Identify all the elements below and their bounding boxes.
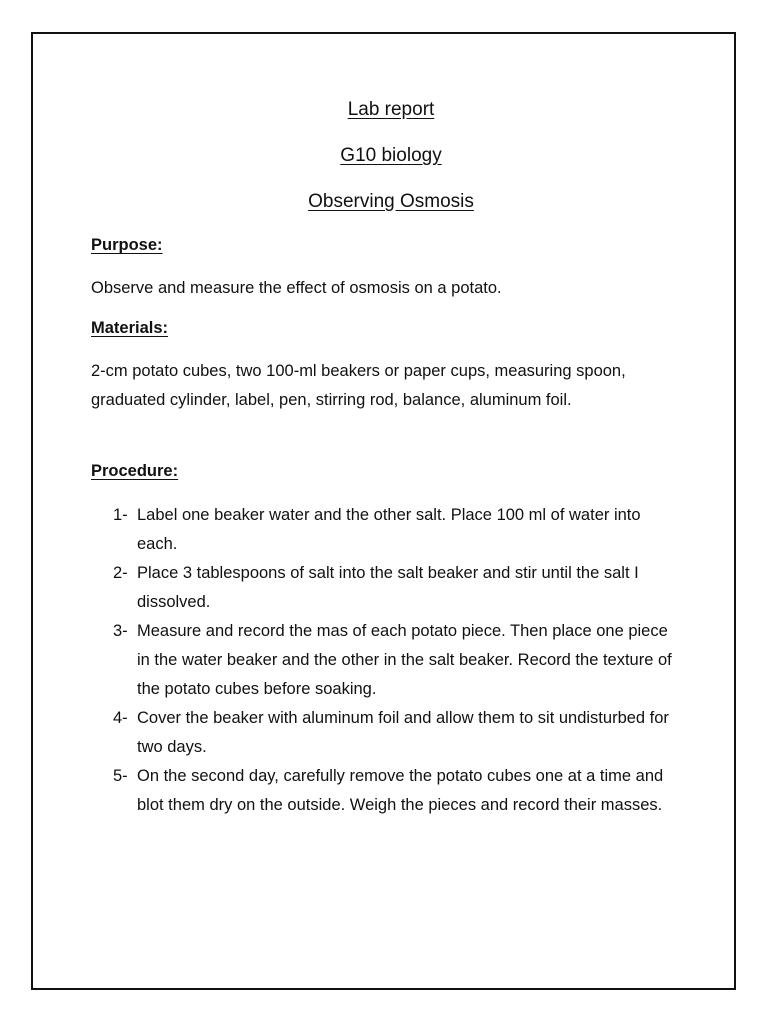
step-text: Cover the beaker with aluminum foil and allow them to sit undisturbed for two days. xyxy=(137,709,669,756)
procedure-step xyxy=(113,704,683,762)
step-number: 3- xyxy=(113,622,128,640)
step-number: 2- xyxy=(113,564,128,582)
procedure-heading: Procedure: xyxy=(91,462,179,480)
step-text: On the second day, carefully remove the potato cubes one at a time and blot them dry on the outside. Weigh the pieces and record their masses. xyxy=(137,767,664,814)
purpose-heading: Purpose: xyxy=(91,236,163,254)
materials-text: 2-cm potato cubes, two 100-ml beakers or paper cups, measuring spoon, graduated cylinder, label, pen, stirring rod, balance, aluminum foil. xyxy=(91,362,626,409)
procedure-step xyxy=(113,501,683,559)
materials-heading: Materials: xyxy=(91,319,169,337)
step-text: Label one beaker water and the other salt. Place 100 ml of water into each. xyxy=(137,506,641,553)
page-frame xyxy=(31,32,736,990)
procedure-step xyxy=(113,617,683,704)
step-number: 4- xyxy=(113,709,128,727)
step-text: Place 3 tablespoons of salt into the salt beaker and stir until the salt I dissolved. xyxy=(137,564,639,611)
purpose-text: Observe and measure the effect of osmosis on a potato. xyxy=(91,279,502,297)
experiment-title: Observing Osmosis xyxy=(308,191,474,212)
step-text: Measure and record the mas of each potato piece. Then place one piece in the water beaker and the other in the salt beaker. Record the texture of the potato cubes before soaking. xyxy=(137,622,672,698)
procedure-step xyxy=(113,762,683,820)
procedure-list xyxy=(113,501,683,820)
report-title: Lab report xyxy=(347,99,435,120)
course-subtitle: G10 biology xyxy=(340,145,442,166)
step-number: 5- xyxy=(113,767,128,785)
step-number: 1- xyxy=(113,506,128,524)
procedure-step xyxy=(113,559,683,617)
